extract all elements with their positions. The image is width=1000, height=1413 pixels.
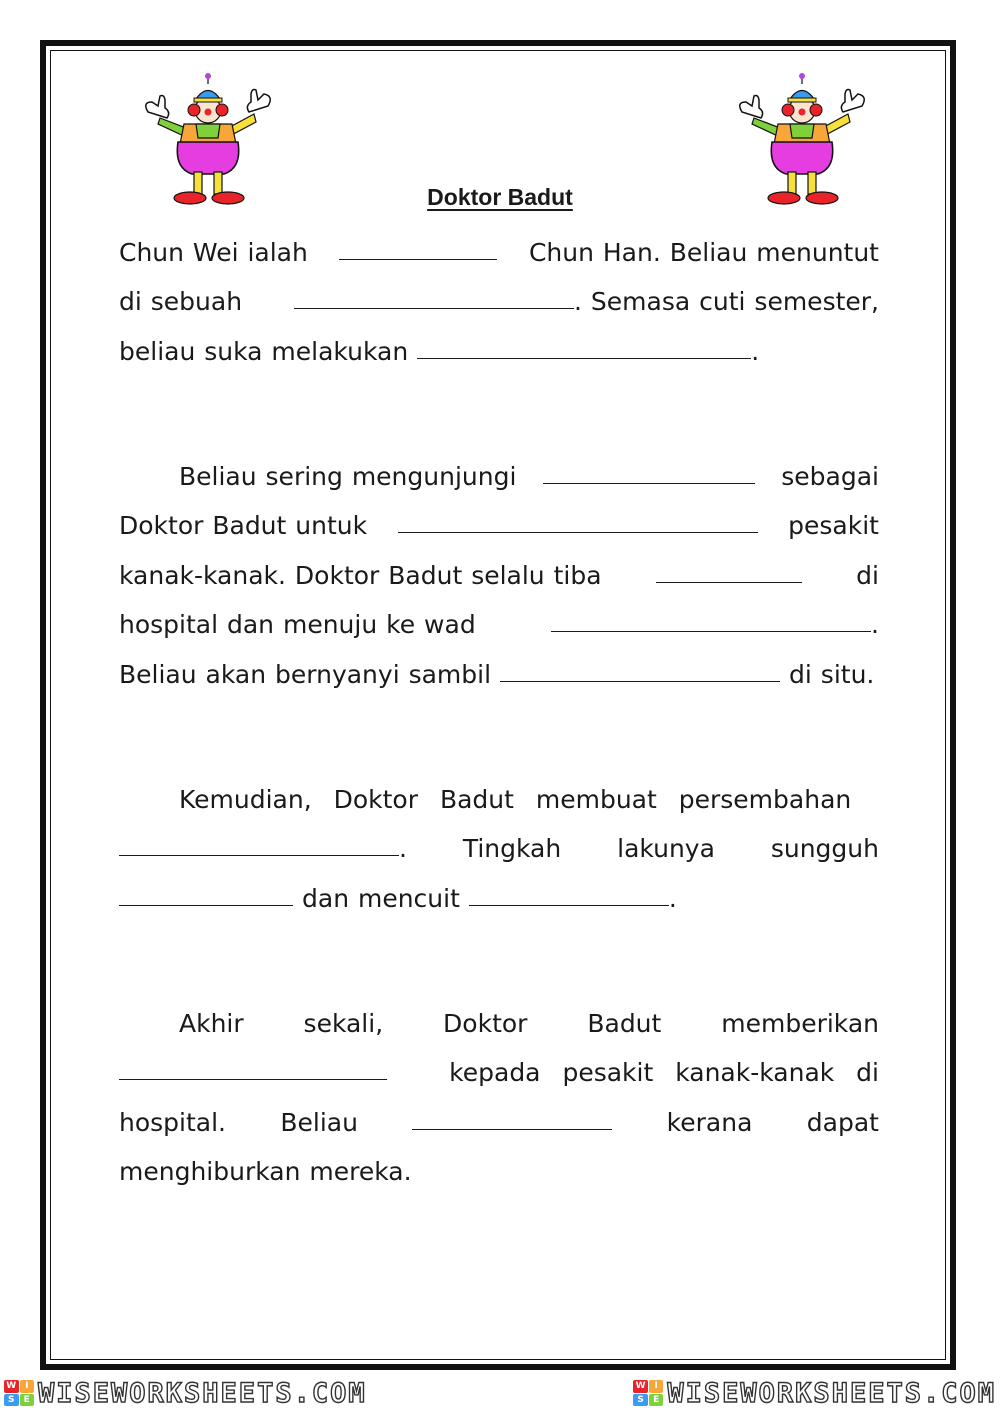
answer-blank[interactable] [119, 1079, 387, 1080]
text-fragment: Akhir [179, 1009, 244, 1038]
text-fragment: Chun Wei ialah [119, 238, 308, 267]
text-fragment: . [668, 883, 677, 913]
text-fragment: . [871, 610, 879, 640]
text-fragment: beliau suka melakukan [119, 336, 409, 366]
text-line [119, 660, 879, 709]
text-fragment: lakunya [617, 834, 715, 864]
text-fragment: di situ. [789, 659, 875, 689]
text-fragment: hospital dan menuju ke wad [119, 610, 476, 640]
answer-blank[interactable] [543, 483, 755, 484]
text-fragment: sungguh [770, 834, 879, 864]
text-fragment: di sebuah [119, 287, 243, 317]
text-line [119, 287, 879, 336]
logo-letter: W [633, 1380, 648, 1393]
answer-blank[interactable] [398, 532, 758, 533]
brand-watermark [633, 1378, 996, 1409]
logo-letter: W [4, 1380, 19, 1393]
brand-text: WISEWORKSHEETS.COM [667, 1377, 996, 1409]
text-fragment: hospital. [119, 1107, 226, 1137]
text-line [119, 462, 879, 511]
answer-blank[interactable] [119, 905, 293, 906]
brand-watermark [4, 1378, 367, 1409]
text-fragment: . [751, 336, 760, 366]
logo-letter: I [649, 1380, 664, 1393]
text-fragment: pesakit [788, 511, 879, 541]
logo-letter: S [4, 1394, 19, 1407]
answer-blank[interactable] [119, 855, 399, 856]
logo-letter: I [20, 1380, 35, 1393]
text-fragment: Beliau [280, 1107, 358, 1137]
paragraph-1 [119, 238, 879, 386]
text-line [119, 238, 879, 287]
answer-blank[interactable] [339, 259, 497, 260]
text-fragment: Doktor [443, 1009, 528, 1038]
text-fragment: Chun Han. Beliau menuntut [528, 238, 879, 267]
logo-letter: S [633, 1394, 648, 1407]
text-fragment: dan mencuit [302, 883, 460, 913]
logo-letter: E [20, 1394, 35, 1407]
text-line [119, 884, 879, 933]
text-fragment: memberikan [721, 1009, 879, 1038]
text-fragment: . [399, 834, 407, 864]
text-fragment: kerana [666, 1107, 753, 1137]
text-line [119, 511, 879, 560]
text-line [119, 610, 879, 659]
paragraph-3 [119, 785, 879, 933]
answer-blank[interactable] [500, 681, 780, 682]
text-fragment: sekali, [303, 1009, 384, 1038]
answer-blank[interactable] [294, 308, 574, 309]
answer-blank[interactable] [469, 905, 669, 906]
text-fragment: Badut [587, 1009, 662, 1038]
text-line [119, 337, 879, 386]
brand-logo-icon [4, 1380, 34, 1406]
logo-letter: E [649, 1394, 664, 1407]
text-fragment: Doktor Badut untuk [119, 511, 368, 541]
text-fragment: dapat [806, 1107, 879, 1137]
text-fragment: kepada pesakit kanak-kanak di [449, 1058, 879, 1088]
brand-logo-icon [633, 1380, 663, 1406]
text-fragment: menghiburkan mereka. [119, 1157, 412, 1187]
footer-watermark [0, 1378, 1000, 1408]
paragraph-2 [119, 462, 879, 709]
brand-text: WISEWORKSHEETS.COM [38, 1377, 367, 1409]
text-line [119, 1157, 879, 1206]
text-line [119, 1009, 879, 1058]
text-fragment: Tingkah [462, 834, 562, 864]
text-fragment: Beliau sering mengunjungi [179, 462, 517, 491]
text-fragment: sebagai [781, 462, 879, 491]
paragraph-4 [119, 1009, 879, 1207]
text-fragment: kanak-kanak. Doktor Badut selalu tiba [119, 560, 602, 590]
answer-blank[interactable] [412, 1129, 612, 1130]
text-fragment: Kemudian, Doktor Badut membuat persembahan [179, 785, 852, 814]
worksheet-title: Doktor Badut [427, 184, 573, 210]
text-line [119, 834, 879, 883]
text-line [119, 785, 879, 834]
text-fragment: Beliau akan bernyanyi sambil [119, 659, 492, 689]
text-fragment: . Semasa cuti semester, [574, 287, 879, 317]
text-line [119, 561, 879, 610]
answer-blank[interactable] [551, 631, 871, 632]
text-line [119, 1058, 879, 1107]
answer-blank[interactable] [417, 358, 751, 359]
text-line [119, 1108, 879, 1157]
answer-blank[interactable] [656, 582, 802, 583]
text-fragment: di [856, 560, 879, 590]
